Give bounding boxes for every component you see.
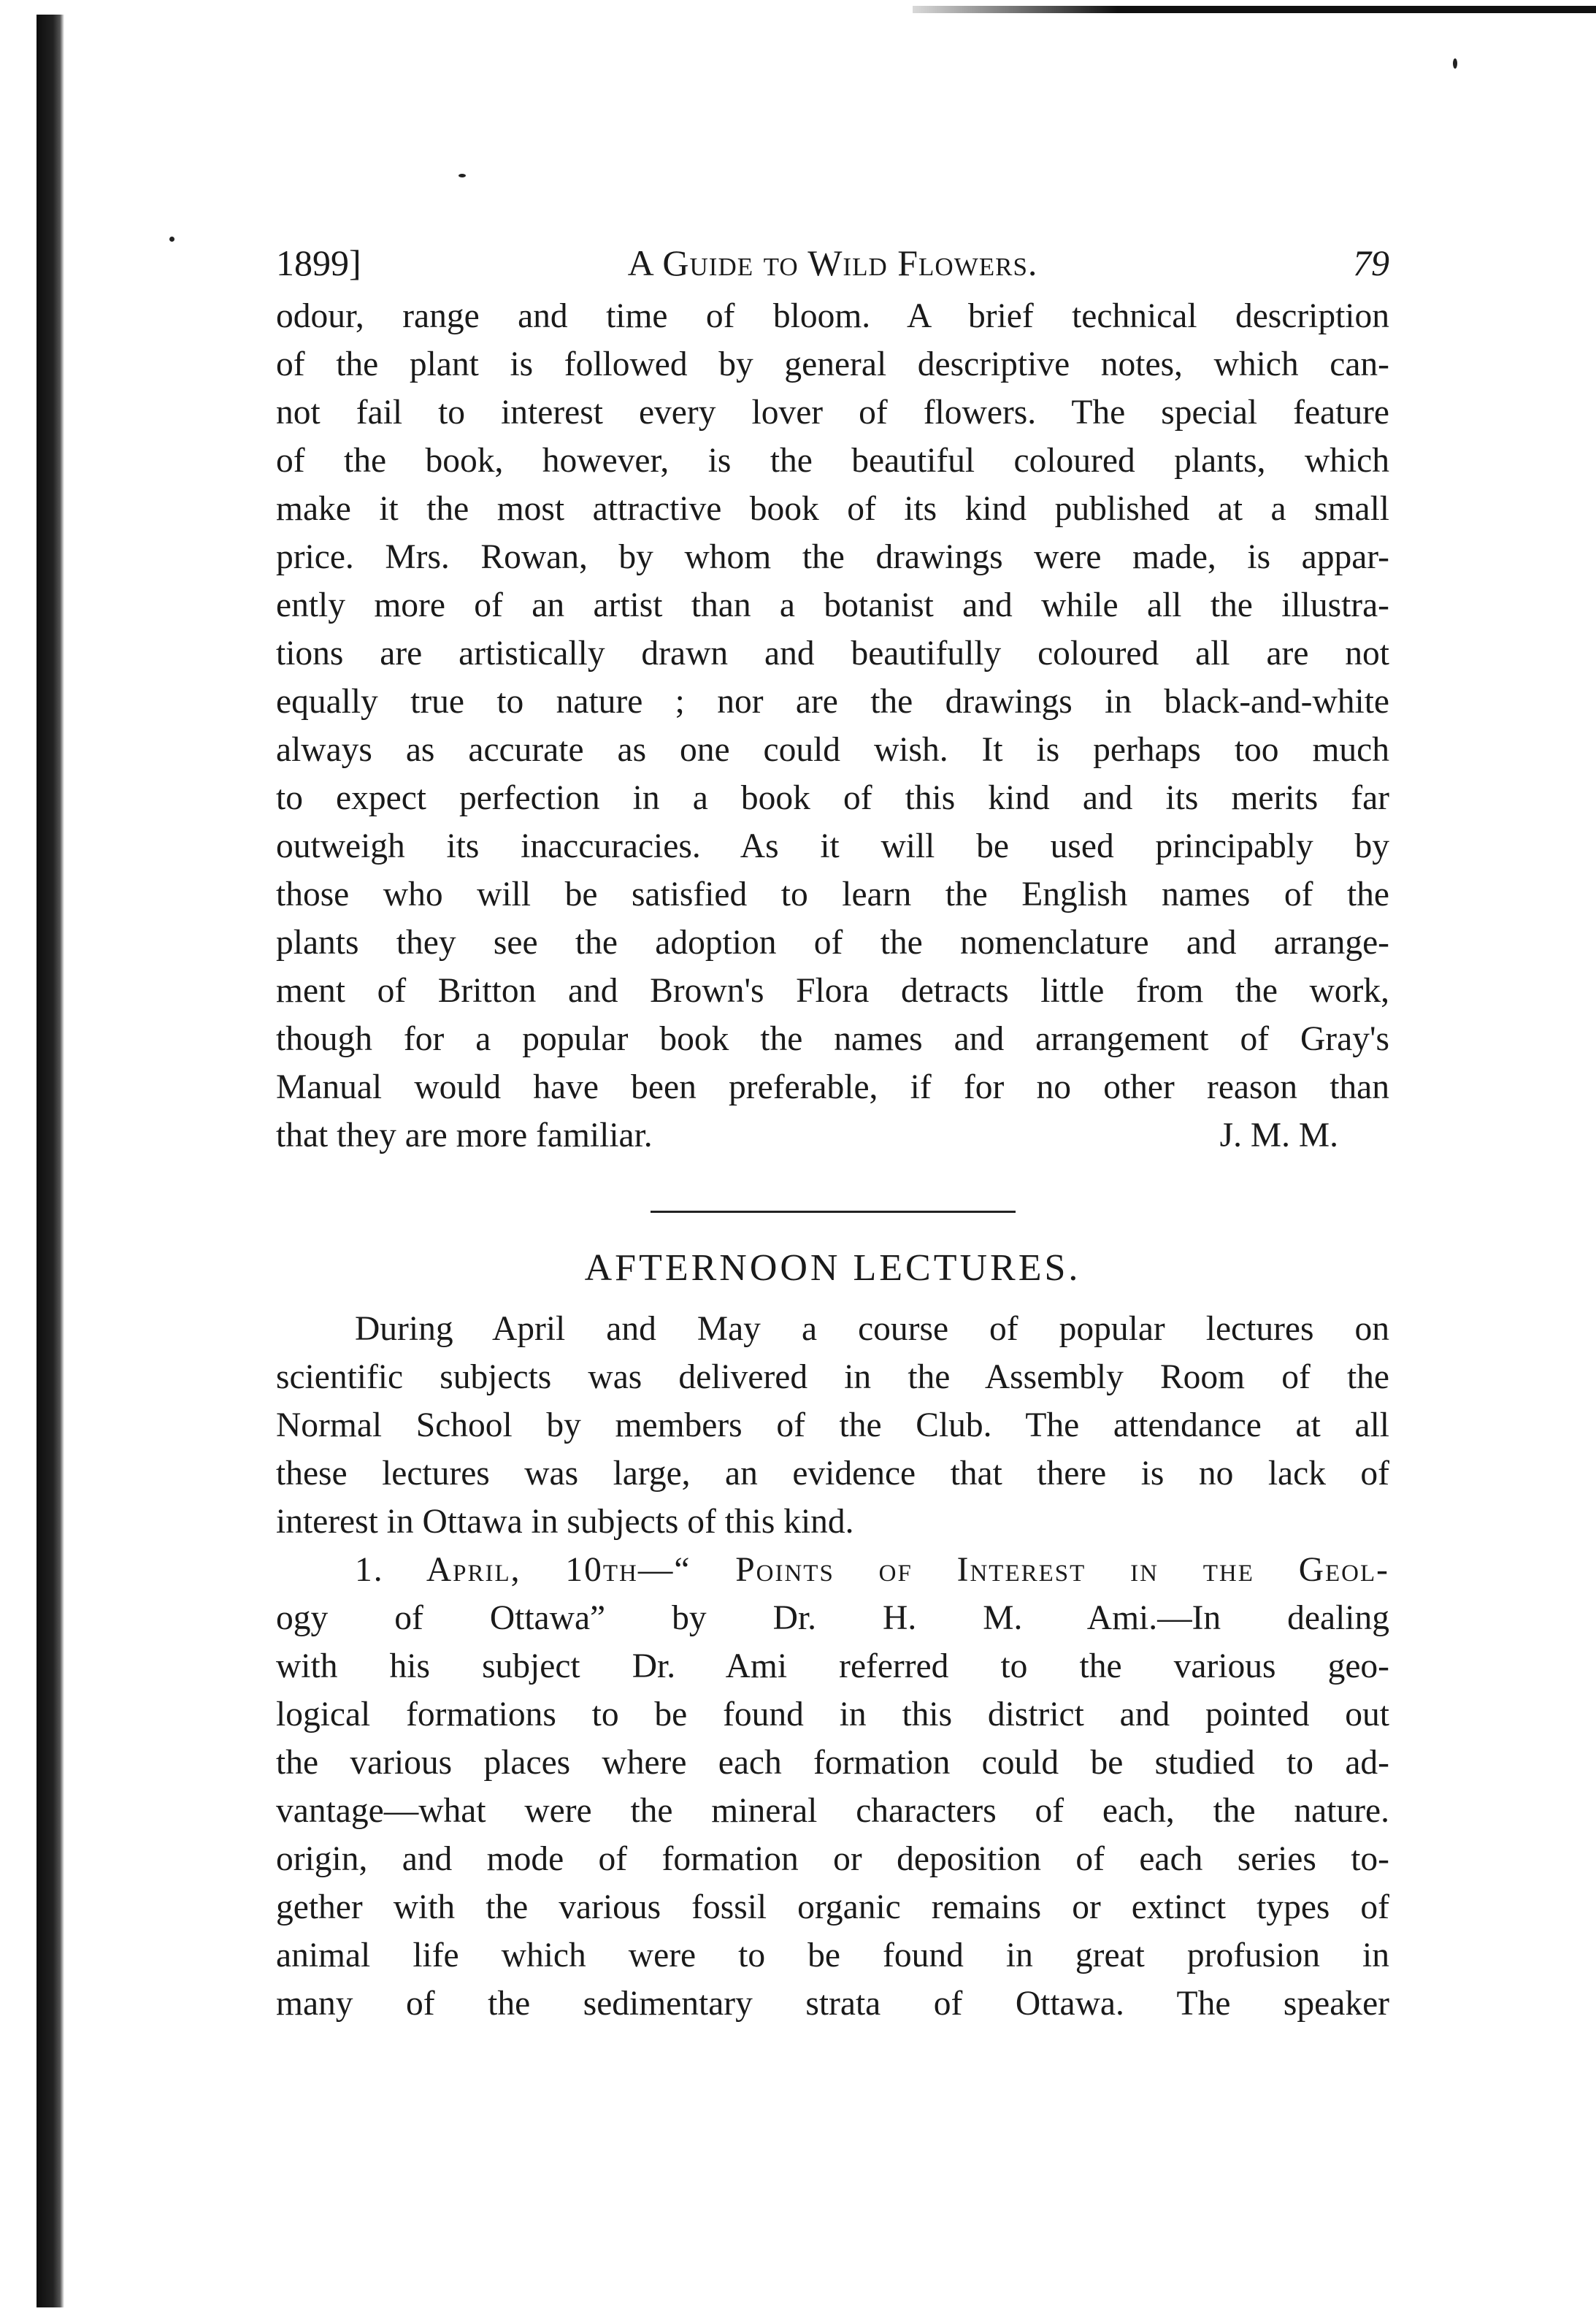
text-line: Normal School by members of the Club. The attendance at all <box>276 1406 1389 1444</box>
section-divider <box>651 1211 1016 1213</box>
scan-speck <box>169 237 174 242</box>
scan-speck <box>459 174 466 177</box>
top-edge-rule <box>913 6 1596 13</box>
text-line: scientific subjects was delivered in the Assembly Room of the <box>276 1358 1389 1396</box>
section-heading: AFTERNOON LECTURES. <box>584 1247 1081 1289</box>
closing-text: that they are more familiar. <box>276 1116 653 1154</box>
page-number: 79 <box>1353 242 1389 283</box>
text-line: equally true to nature ; nor are the drawings in black-and-white <box>276 683 1389 721</box>
text-line: with his subject Dr. Ami referred to the various geo- <box>276 1647 1389 1685</box>
text-line: tions are artistically drawn and beautifully coloured all are not <box>276 635 1389 673</box>
text-line: vantage—what were the mineral characters of each, the nature. <box>276 1792 1389 1830</box>
text-line: not fail to interest every lover of flowers. The special feature <box>276 394 1389 432</box>
running-head <box>276 234 1389 292</box>
text-line: to expect perfection in a book of this kind and its merits far <box>276 779 1389 817</box>
text-line: outweigh its inaccuracies. As it will be used principably by <box>276 827 1389 865</box>
text-line: origin, and mode of formation or deposition of each series to- <box>276 1840 1389 1878</box>
text-line: ogy of Ottawa” by Dr. H. M. Ami.—In dealing <box>276 1599 1389 1637</box>
text-line: the various places where each formation could be studied to ad- <box>276 1744 1389 1782</box>
text-line: many of the sedimentary strata of Ottawa. The speaker <box>276 1985 1389 2023</box>
text-line: animal life which were to be found in great profusion in <box>276 1936 1389 1974</box>
running-head-year: 1899] <box>276 242 361 283</box>
scan-speck <box>1453 58 1457 69</box>
book-page <box>276 234 1389 2028</box>
text-line: price. Mrs. Rowan, by whom the drawings were made, is appar- <box>276 538 1389 576</box>
text-line: of the plant is followed by general descriptive notes, which can- <box>276 345 1389 383</box>
closing-line <box>276 1111 1389 1160</box>
text-line: make it the most attractive book of its kind published at a small <box>276 490 1389 528</box>
text-line: of the book, however, is the beautiful coloured plants, which <box>276 442 1389 480</box>
text-line: though for a popular book the names and arrangement of Gray's <box>276 1020 1389 1058</box>
text-line: these lectures was large, an evidence that there is no lack of <box>276 1455 1389 1493</box>
text-line: logical formations to be found in this district and pointed out <box>276 1696 1389 1733</box>
text-line: Manual would have been preferable, if for no other reason than <box>276 1068 1389 1106</box>
text-line: interest in Ottawa in subjects of this kind. <box>276 1503 854 1541</box>
text-line: those who will be satisfied to learn the English names of the <box>276 876 1389 913</box>
text-line: odour, range and time of bloom. A brief technical description <box>276 297 1389 335</box>
text-line: ment of Britton and Brown's Flora detracts little from the work, <box>276 972 1389 1010</box>
review-text <box>276 292 1389 1160</box>
text-line: During April and May a course of popular lectures on <box>355 1310 1389 1348</box>
binding-shadow <box>37 15 64 2307</box>
lecture-heading-line: 1. April, 10th—“ Points of Interest in the Geol- <box>355 1551 1389 1589</box>
text-line: plants they see the adoption of the nomenclature and arrange- <box>276 924 1389 962</box>
reviewer-signature: J. M. M. <box>1219 1116 1338 1154</box>
text-line: always as accurate as one could wish. It is perhaps too much <box>276 731 1389 769</box>
running-head-title: A Guide to Wild Flowers. <box>627 242 1038 283</box>
text-line: gether with the various fossil organic remains or extinct types of <box>276 1888 1389 1926</box>
text-line: ently more of an artist than a botanist and while all the illustra- <box>276 586 1389 624</box>
lectures-text <box>276 1305 1389 2028</box>
